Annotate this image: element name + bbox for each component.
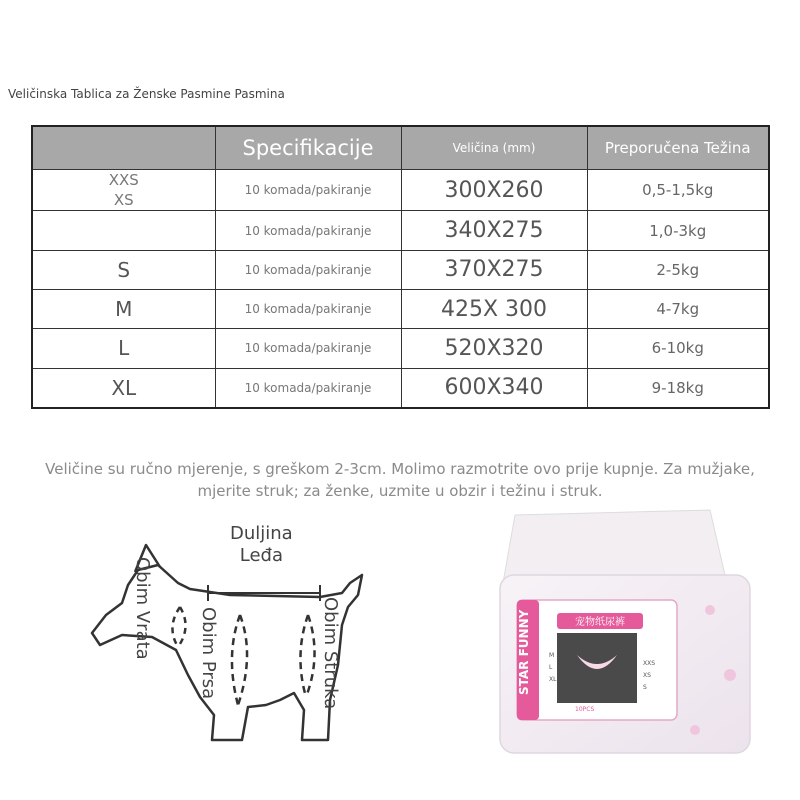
dimension-cell: 340X275	[401, 211, 587, 250]
table-row	[32, 329, 769, 368]
header-size	[32, 126, 215, 170]
pack-cell: 10 komada/pakiranje	[215, 250, 401, 289]
weight-cell: 2-5kg	[587, 250, 769, 289]
table-row	[32, 170, 769, 211]
weight-cell: 1,0-3kg	[587, 211, 769, 250]
pack-cell: 10 komada/pakiranje	[215, 368, 401, 408]
table-row	[32, 368, 769, 408]
pack-cell: 10 komada/pakiranje	[215, 290, 401, 329]
dog-measurement-diagram	[80, 515, 400, 755]
weight-cell: 4-7kg	[587, 290, 769, 329]
neck-girth-label: Obim Vrata	[132, 557, 153, 660]
svg-text:XS: XS	[643, 672, 651, 679]
svg-text:XXS: XXS	[643, 660, 656, 667]
table-header-row	[32, 126, 769, 170]
header-dimensions: Veličina (mm)	[401, 126, 587, 170]
size-cell: L	[32, 329, 215, 368]
dimension-cell: 300X260	[401, 170, 587, 211]
svg-text:XL: XL	[549, 676, 557, 683]
svg-text:L: L	[549, 664, 553, 671]
dimension-cell: 520X320	[401, 329, 587, 368]
svg-text:S: S	[643, 684, 647, 691]
dimension-cell: 370X275	[401, 250, 587, 289]
size-cell: XXS XS	[32, 170, 215, 211]
table-row	[32, 250, 769, 289]
chest-girth-label: Obim Prsa	[198, 607, 219, 700]
product-package-image	[495, 505, 755, 765]
header-specifications: Specifikacije	[215, 126, 401, 170]
page-title: Veličinska Tablica za Ženske Pasmine Pasmina	[8, 87, 285, 101]
back-length-label: Duljina Leđa	[230, 523, 293, 566]
diaper-package-icon	[495, 505, 755, 765]
size-chart-table	[31, 125, 770, 409]
pack-cell: 10 komada/pakiranje	[215, 211, 401, 250]
header-weight: Preporučena Težina	[587, 126, 769, 170]
size-cell	[32, 211, 215, 250]
product-count-text: 10PCS	[575, 706, 595, 713]
dimension-cell: 600X340	[401, 368, 587, 408]
size-cell: XL	[32, 368, 215, 408]
weight-cell: 9-18kg	[587, 368, 769, 408]
size-cell: M	[32, 290, 215, 329]
table-row	[32, 290, 769, 329]
product-brand-text: STAR FUNNY	[517, 609, 531, 695]
pack-cell: 10 komada/pakiranje	[215, 170, 401, 211]
weight-cell: 0,5-1,5kg	[587, 170, 769, 211]
svg-text:M: M	[549, 652, 555, 659]
size-cell: S	[32, 250, 215, 289]
pack-cell: 10 komada/pakiranje	[215, 329, 401, 368]
dimension-cell: 425X 300	[401, 290, 587, 329]
weight-cell: 6-10kg	[587, 329, 769, 368]
table-row	[32, 211, 769, 250]
measurement-note: Veličine su ručno mjerenje, s greškom 2-3cm. Molimo razmotrite ovo prije kupnje. Za mužjake, mjerite struk; za ženke, uzmite u obzir i težinu i struk.	[45, 460, 755, 500]
waist-girth-label: Obim Struka	[320, 597, 341, 710]
product-name-text: 宠物纸尿裤	[575, 617, 625, 628]
